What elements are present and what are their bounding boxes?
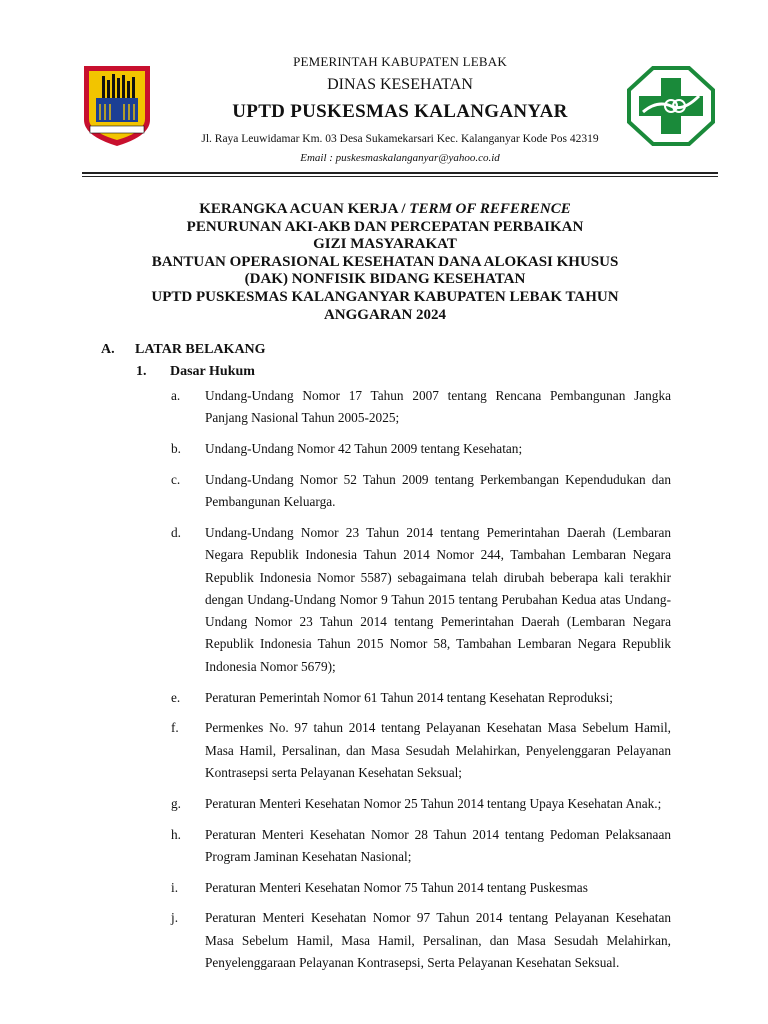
department-heading: DINAS KESEHATAN: [327, 76, 473, 93]
legal-basis-list: [171, 385, 671, 983]
title-line: [90, 236, 680, 254]
section-number: A.: [101, 342, 115, 357]
title-line: [90, 271, 680, 289]
title-text: UPTD PUSKESMAS KALANGANYAR KABUPATEN LEBAK TAHUN: [151, 288, 619, 305]
list-item-text: Peraturan Menteri Kesehatan Nomor 75 Tahun 2014 tentang Puskesmas: [205, 879, 588, 895]
title-text: BANTUAN OPERASIONAL KESEHATAN DANA ALOKASI KHUSUS: [151, 253, 619, 270]
title-text: KERANGKA ACUAN KERJA /: [199, 201, 410, 217]
title-italic-text: TERM OF REFERENCE: [409, 201, 571, 217]
list-item: [171, 877, 671, 899]
list-item-text: Undang-Undang Nomor 17 Tahun 2007 tentang Rencana Pembangunan Jangka Panjang Nasional Tahun 2005-2025;: [205, 388, 671, 426]
list-item: [171, 907, 671, 974]
list-item: [171, 385, 671, 430]
list-item-text: Permenkes No. 97 tahun 2014 tentang Pelayanan Kesehatan Masa Sebelum Hamil, Masa Hamil, Persalinan, dan Masa Sesudah Melahirkan, Penyelenggaran Pelayanan Kontrasepsi serta Pelayanan Kesehatan Seksual;: [205, 720, 671, 780]
title-text: (DAK) NONFISIK BIDANG KESEHATAN: [244, 271, 526, 288]
list-item-text: Peraturan Menteri Kesehatan Nomor 25 Tahun 2014 tentang Upaya Kesehatan Anak.;: [205, 795, 662, 811]
title-line: [90, 289, 680, 307]
title-text: GIZI MASYARAKAT: [313, 236, 457, 253]
list-item-letter: h.: [171, 826, 181, 842]
letterhead: [0, 0, 768, 180]
section-label: LATAR BELAKANG: [135, 342, 266, 357]
list-item-letter: i.: [171, 879, 179, 895]
list-item-text: Undang-Undang Nomor 23 Tahun 2014 tentang Pemerintahan Daerah (Lembaran Negara Republik Indonesia Tahun 2014 Nomor 244, Tambahan Lembaran Negara Republik Indonesia Nomor 5587) sebagaimana telah dirubah beberapa kali terakhir dengan Undang-Undang Nomor 9 Tahun 2015 tentang Perubahan Kedua atas Undang-Undang Nomor 23 Tahun 2014 tentang Pemerintahan Daerah (Lembaran Negara Republik Indonesia Tahun 2015 Nomor 58, Tambahan Lembaran Negara Republik Indonesia Nomor 5679);: [205, 524, 671, 674]
title-line: [90, 219, 680, 237]
subsection-label: Dasar Hukum: [170, 364, 255, 379]
list-item-text: Peraturan Pemerintah Nomor 61 Tahun 2014 tentang Kesehatan Reproduksi;: [205, 689, 613, 705]
list-item: [171, 717, 671, 784]
list-item-letter: j.: [171, 910, 179, 926]
list-item: [171, 522, 671, 678]
letterhead-rule: [82, 172, 718, 174]
list-item: [171, 469, 671, 514]
list-item: [171, 438, 671, 460]
document-title: [90, 201, 680, 324]
organization-heading: UPTD PUSKESMAS KALANGANYAR: [232, 101, 568, 122]
list-item-letter: f.: [171, 720, 179, 736]
title-line: [90, 307, 680, 325]
puskesmas-logo-icon: [627, 66, 715, 146]
list-item-letter: c.: [171, 471, 181, 487]
list-item: [171, 793, 671, 815]
title-line: [90, 254, 680, 272]
section-heading: [101, 342, 266, 358]
list-item-text: Undang-Undang Nomor 42 Tahun 2009 tentang Kesehatan;: [205, 441, 523, 457]
subsection-number: 1.: [136, 364, 147, 379]
letterhead-rule-thin: [82, 176, 718, 177]
list-item-text: Peraturan Menteri Kesehatan Nomor 97 Tahun 2014 tentang Pelayanan Kesehatan Masa Sebelum Hamil, Masa Hamil, Persalinan, dan Masa Sesudah Melahirkan, Penyelenggaraan Pelayanan Kontrasepsi, Serta Pelayanan Kesehatan Seksual.: [205, 910, 671, 971]
list-item-letter: d.: [171, 524, 181, 540]
title-line: [90, 201, 680, 219]
list-item-letter: a.: [171, 388, 181, 403]
list-item-letter: e.: [171, 689, 181, 705]
list-item-letter: b.: [171, 441, 181, 457]
list-item: [171, 824, 671, 869]
list-item-letter: g.: [171, 795, 181, 811]
subsection-heading: [136, 364, 255, 380]
title-text: PENURUNAN AKI-AKB DAN PERCEPATAN PERBAIKAN: [186, 218, 584, 235]
list-item-text: Undang-Undang Nomor 52 Tahun 2009 tentang Perkembangan Kependudukan dan Pembangunan Keluarga.: [205, 471, 671, 510]
list-item: [171, 687, 671, 709]
email-line: Email : puskesmaskalanganyar@yahoo.co.id: [300, 152, 500, 164]
list-item-text: Peraturan Menteri Kesehatan Nomor 28 Tahun 2014 tentang Pedoman Pelaksanaan Program Jaminan Kesehatan Nasional;: [205, 826, 671, 864]
government-heading: PEMERINTAH KABUPATEN LEBAK: [293, 54, 507, 69]
title-text: ANGGARAN 2024: [323, 306, 447, 323]
address-line: Jl. Raya Leuwidamar Km. 03 Desa Sukamekarsari Kec. Kalanganyar Kode Pos 42319: [201, 133, 599, 145]
